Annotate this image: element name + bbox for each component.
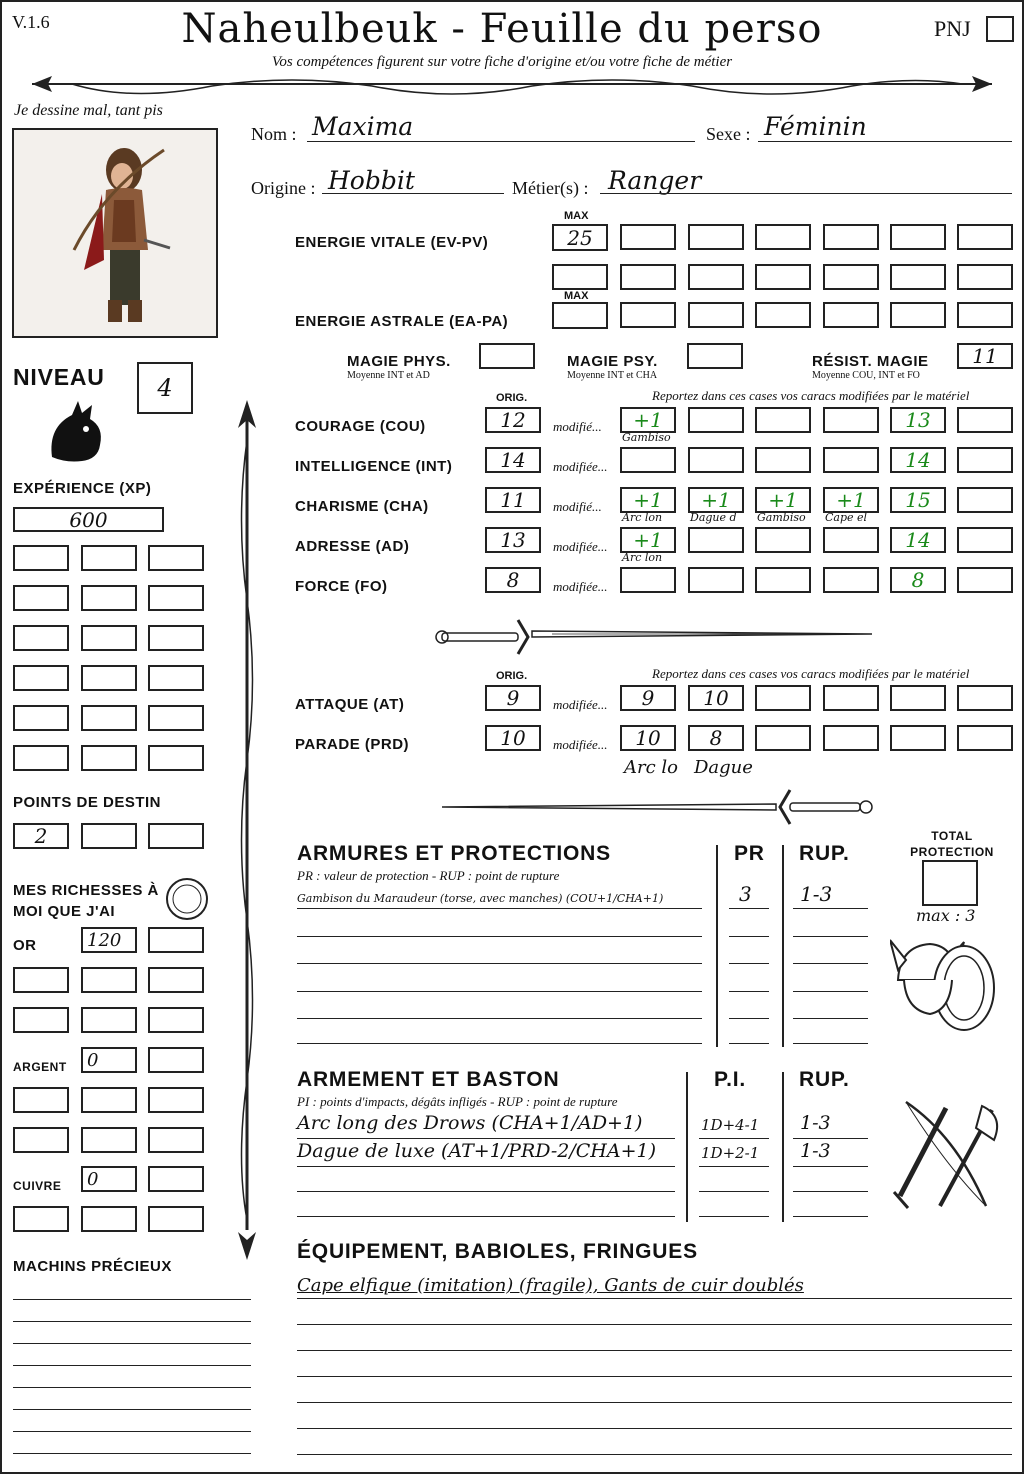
combat-label: ATTAQUE (AT) <box>295 696 405 713</box>
metier-underline <box>600 193 1012 194</box>
ev-box-3[interactable] <box>755 224 811 250</box>
carac-mod-box[interactable]: +1 <box>620 487 676 513</box>
armure-name[interactable]: Gambison du Maraudeur (torse, avec manches) (COU+1/CHA+1) <box>297 892 664 905</box>
arme-rup-line <box>793 1216 868 1217</box>
money-box[interactable] <box>148 1206 204 1232</box>
armures-note: PR : valeur de protection - RUP : point de rupture <box>297 868 560 883</box>
ea-box-6[interactable] <box>957 302 1013 328</box>
carac-mod-box[interactable]: 14 <box>890 527 946 553</box>
money-box[interactable]: 0 <box>81 1166 137 1192</box>
armures-divider-1 <box>716 845 718 1047</box>
armement-note: PI : points d'impacts, dégâts infligés - RUP : point de rupture <box>297 1094 618 1109</box>
money-box[interactable] <box>148 1087 204 1113</box>
metier-value[interactable]: Ranger <box>608 166 702 195</box>
xp-box-cell[interactable] <box>148 705 204 731</box>
nom-underline <box>307 141 695 142</box>
ev-box-1[interactable] <box>620 224 676 250</box>
ea-label: ENERGIE ASTRALE (EA-PA) <box>295 313 509 330</box>
equipement-line <box>297 1454 1012 1455</box>
caracs-report-note: Reportez dans ces cases vos caracs modifiées par le matériel <box>652 388 970 403</box>
arme-name[interactable]: Dague de luxe (AT+1/PRD-2/CHA+1) <box>297 1140 657 1162</box>
sexe-underline <box>758 141 1012 142</box>
pnj-label: PNJ <box>934 16 971 41</box>
carac-mod-label: modifié... <box>553 499 602 514</box>
combat-mod-label: modifiée... <box>553 737 608 752</box>
armure-pr-line <box>729 1018 769 1019</box>
money-box[interactable] <box>81 1206 137 1232</box>
combat-label: PARADE (PRD) <box>295 736 410 753</box>
equipement-line <box>297 1376 1012 1377</box>
carac-mod-box[interactable] <box>957 447 1013 473</box>
destin-box-1[interactable]: 2 <box>13 823 69 849</box>
origine-value[interactable]: Hobbit <box>328 166 415 195</box>
argent-label: ARGENT <box>13 1060 67 1074</box>
ev-box-row2-4[interactable] <box>823 264 879 290</box>
money-box[interactable] <box>148 1047 204 1073</box>
machins-line <box>13 1299 251 1300</box>
armure-rup-line <box>793 963 868 964</box>
arme-rup-line <box>793 1138 868 1139</box>
or-label: OR <box>13 937 37 954</box>
arme-line <box>297 1191 675 1192</box>
pnj-checkbox[interactable] <box>986 16 1014 42</box>
money-box[interactable] <box>13 1087 69 1113</box>
ev-box-row2-0[interactable] <box>552 264 608 290</box>
armement-pi-label: P.I. <box>714 1068 747 1091</box>
armures-rup-label: RUP. <box>799 842 850 865</box>
carac-mod-box[interactable] <box>957 567 1013 593</box>
equipement-line <box>297 1428 1012 1429</box>
xp-box-cell[interactable] <box>81 745 137 771</box>
carac-mod-box[interactable] <box>688 447 744 473</box>
xp-box-cell[interactable] <box>81 665 137 691</box>
destin-box-3[interactable] <box>148 823 204 849</box>
armure-pr-line <box>729 991 769 992</box>
combat-mod-box[interactable] <box>755 685 811 711</box>
equipement-line <box>297 1350 1012 1351</box>
combat-note-arc: Arc lo <box>624 757 678 778</box>
combat-mod-box[interactable] <box>957 725 1013 751</box>
carac-mod-box[interactable]: 8 <box>890 567 946 593</box>
portrait-frame[interactable] <box>12 128 218 338</box>
total-protection-label: TOTAL PROTECTION <box>910 829 994 859</box>
combat-orig-box[interactable]: 10 <box>485 725 541 751</box>
money-box[interactable] <box>13 1007 69 1033</box>
max-protection-note: max : 3 <box>916 906 976 925</box>
ev-box-row2-5[interactable] <box>890 264 946 290</box>
equipement-line-1[interactable]: Cape elfique (imitation) (fragile), Gants de cuir doublés <box>297 1275 804 1296</box>
magie-psy-box[interactable] <box>687 343 743 369</box>
xp-box-cell[interactable] <box>13 585 69 611</box>
carac-mod-box[interactable] <box>688 527 744 553</box>
armure-rup-line <box>793 908 868 909</box>
carac-mod-box[interactable]: +1 <box>823 487 879 513</box>
armure-pr-line <box>729 936 769 937</box>
richesses-label: MES RICHESSES À MOI QUE J'AI <box>13 882 159 920</box>
xp-box-cell[interactable] <box>13 665 69 691</box>
ea-box-4[interactable] <box>823 302 879 328</box>
coin-icon <box>164 876 210 922</box>
machins-line <box>13 1431 251 1432</box>
armures-divider-2 <box>782 845 784 1047</box>
machins-line <box>13 1409 251 1410</box>
magie-psy-label: MAGIE PSY. <box>567 353 658 370</box>
ev-box-row2-1[interactable] <box>620 264 676 290</box>
carac-mod-box[interactable] <box>620 447 676 473</box>
money-box[interactable]: 0 <box>81 1047 137 1073</box>
origine-underline <box>322 193 504 194</box>
money-box[interactable] <box>13 967 69 993</box>
combat-mod-box[interactable]: 9 <box>620 685 676 711</box>
armure-line <box>297 1043 702 1044</box>
portrait-caption: Je dessine mal, tant pis <box>14 102 163 119</box>
page-title: Naheulbeuk - Feuille du perso <box>181 6 823 52</box>
money-box[interactable] <box>13 1127 69 1153</box>
magie-phys-sub: Moyenne INT et AD <box>347 370 430 381</box>
money-box[interactable] <box>81 1087 137 1113</box>
carac-orig-box[interactable]: 8 <box>485 567 541 593</box>
armure-rup-line <box>793 1018 868 1019</box>
carac-mod-label: modifié... <box>553 419 602 434</box>
carac-mod-box[interactable] <box>620 567 676 593</box>
arme-pi-line <box>699 1166 769 1167</box>
carac-mod-box[interactable]: +1 <box>755 487 811 513</box>
money-box[interactable] <box>13 1206 69 1232</box>
arme-pi[interactable]: 1D+4-1 <box>701 1116 760 1134</box>
equipement-line <box>297 1402 1012 1403</box>
carac-mod-box[interactable]: 14 <box>890 447 946 473</box>
helmet-shield-icon <box>890 930 1002 1034</box>
arme-line <box>297 1138 675 1139</box>
armure-rup[interactable]: 1-3 <box>800 882 833 906</box>
arme-pi-line <box>699 1138 769 1139</box>
money-box[interactable] <box>148 1166 204 1192</box>
carac-mod-label: modifiée... <box>553 579 608 594</box>
armement-title: ARMEMENT ET BASTON <box>297 1068 560 1091</box>
money-box[interactable] <box>81 967 137 993</box>
xp-box-cell[interactable] <box>81 585 137 611</box>
xp-box-cell[interactable] <box>148 745 204 771</box>
carac-orig-box[interactable]: 14 <box>485 447 541 473</box>
combat-mod-box[interactable] <box>823 725 879 751</box>
combat-note-dague: Dague <box>694 757 753 778</box>
carac-orig-box[interactable]: 13 <box>485 527 541 553</box>
arme-rup-line <box>793 1191 868 1192</box>
xp-box-cell[interactable] <box>148 585 204 611</box>
carac-mod-box[interactable] <box>755 407 811 433</box>
ev-max-label: MAX <box>564 210 589 222</box>
carac-mod-box[interactable] <box>957 487 1013 513</box>
money-box[interactable] <box>148 1127 204 1153</box>
carac-mod-box[interactable] <box>823 407 879 433</box>
carac-label: INTELLIGENCE (INT) <box>295 458 453 475</box>
money-box[interactable] <box>81 1007 137 1033</box>
arme-pi-line <box>699 1191 769 1192</box>
combat-mod-box[interactable] <box>823 685 879 711</box>
total-protection-box[interactable] <box>922 860 978 906</box>
carac-mod-box[interactable] <box>688 407 744 433</box>
machins-line <box>13 1365 251 1366</box>
ea-box-1[interactable] <box>620 302 676 328</box>
combat-mod-label: modifiée... <box>553 697 608 712</box>
resist-magie-box[interactable]: 11 <box>957 343 1013 369</box>
equipement-line <box>297 1324 1012 1325</box>
arme-pi-line <box>699 1216 769 1217</box>
nom-label: Nom : <box>251 124 297 144</box>
carac-mod-box[interactable]: +1 <box>620 527 676 553</box>
armures-pr-label: PR <box>734 842 765 865</box>
xp-box-cell[interactable] <box>13 545 69 571</box>
carac-mod-box[interactable]: +1 <box>688 487 744 513</box>
ea-box-3[interactable] <box>755 302 811 328</box>
origine-label: Origine : <box>251 178 316 198</box>
carac-mod-box[interactable]: 15 <box>890 487 946 513</box>
ev-box-4[interactable] <box>823 224 879 250</box>
arme-rup[interactable]: 1-3 <box>800 1112 831 1134</box>
armement-divider-1 <box>686 1072 688 1222</box>
xp-label: EXPÉRIENCE (XP) <box>13 480 152 497</box>
combat-orig-box[interactable]: 9 <box>485 685 541 711</box>
dragon-icon <box>42 397 108 465</box>
ev-box-row2-2[interactable] <box>688 264 744 290</box>
ev-box-2[interactable] <box>688 224 744 250</box>
ev-label: ENERGIE VITALE (EV-PV) <box>295 234 489 251</box>
carac-mod-note: Arc lon <box>622 551 663 564</box>
ea-max-label: MAX <box>564 290 589 302</box>
carac-mod-note: Arc lon <box>622 511 663 524</box>
combat-mod-box[interactable] <box>755 725 811 751</box>
carac-mod-box[interactable] <box>755 567 811 593</box>
metier-label: Métier(s) : <box>512 178 589 198</box>
combat-mod-box[interactable]: 8 <box>688 725 744 751</box>
money-box[interactable] <box>148 927 204 953</box>
carac-label: ADRESSE (AD) <box>295 538 410 555</box>
resist-magie-sub: Moyenne COU, INT et FO <box>812 370 920 381</box>
resist-magie-label: RÉSIST. MAGIE <box>812 353 929 370</box>
xp-box-cell[interactable] <box>13 625 69 651</box>
carac-mod-box[interactable] <box>823 447 879 473</box>
carac-mod-note: Gambiso <box>622 431 671 444</box>
carac-mod-box[interactable]: 13 <box>890 407 946 433</box>
xp-box-cell[interactable] <box>148 625 204 651</box>
caracs-orig-label: ORIG. <box>496 392 528 404</box>
arme-name[interactable]: Arc long des Drows (CHA+1/AD+1) <box>297 1112 643 1134</box>
destin-label: POINTS DE DESTIN <box>13 794 162 811</box>
character-portrait-icon <box>14 130 216 336</box>
money-box[interactable] <box>148 967 204 993</box>
armures-title: ARMURES ET PROTECTIONS <box>297 842 611 865</box>
sexe-value[interactable]: Féminin <box>764 112 867 141</box>
machins-line <box>13 1387 251 1388</box>
combat-mod-box[interactable] <box>890 685 946 711</box>
sword-top-icon <box>432 614 876 660</box>
carac-label: COURAGE (COU) <box>295 418 426 435</box>
combat-orig-label: ORIG. <box>496 670 528 682</box>
xp-box-cell[interactable] <box>81 705 137 731</box>
ev-box-row2-3[interactable] <box>755 264 811 290</box>
combat-mod-box[interactable]: 10 <box>688 685 744 711</box>
armure-pr[interactable]: 3 <box>739 882 752 906</box>
carac-mod-label: modifiée... <box>553 539 608 554</box>
carac-orig-box[interactable]: 12 <box>485 407 541 433</box>
armure-rup-line <box>793 991 868 992</box>
money-box[interactable]: 120 <box>81 927 137 953</box>
carac-mod-box[interactable] <box>823 567 879 593</box>
machins-line <box>13 1343 251 1344</box>
equipement-line <box>297 1298 1012 1299</box>
carac-mod-box[interactable] <box>957 527 1013 553</box>
armure-rup-line <box>793 936 868 937</box>
version-label: V.1.6 <box>12 12 50 32</box>
vertical-spear-icon <box>234 400 260 1260</box>
armure-line <box>297 963 702 964</box>
armure-line <box>297 991 702 992</box>
machins-line <box>13 1453 251 1454</box>
magie-phys-label: MAGIE PHYS. <box>347 353 451 370</box>
niveau-label: NIVEAU <box>13 364 105 390</box>
carac-mod-label: modifiée... <box>553 459 608 474</box>
ea-max-box[interactable] <box>552 302 608 329</box>
carac-mod-box[interactable] <box>755 447 811 473</box>
equipement-title: ÉQUIPEMENT, BABIOLES, FRINGUES <box>297 1240 698 1263</box>
arme-rup[interactable]: 1-3 <box>800 1140 831 1162</box>
armure-rup-line <box>793 1043 868 1044</box>
page-subtitle: Vos compétences figurent sur votre fiche d'origine et/ou votre fiche de métier <box>271 54 733 70</box>
combat-mod-box[interactable] <box>957 685 1013 711</box>
armure-line <box>297 936 702 937</box>
xp-box-cell[interactable] <box>13 705 69 731</box>
combat-mod-box[interactable]: 10 <box>620 725 676 751</box>
carac-mod-note: Cape el <box>825 511 868 524</box>
cuivre-label: CUIVRE <box>13 1179 62 1193</box>
armure-pr-line <box>729 1043 769 1044</box>
machins-line <box>13 1321 251 1322</box>
carac-mod-box[interactable] <box>755 527 811 553</box>
armure-line <box>297 908 702 909</box>
ev-box-6[interactable] <box>957 224 1013 250</box>
xp-box-cell[interactable] <box>148 665 204 691</box>
machins-label: MACHINS PRÉCIEUX <box>13 1258 172 1275</box>
carac-mod-box[interactable] <box>957 407 1013 433</box>
carac-mod-box[interactable]: +1 <box>620 407 676 433</box>
carac-mod-box[interactable] <box>823 527 879 553</box>
xp-box-cell[interactable] <box>81 625 137 651</box>
ea-box-5[interactable] <box>890 302 946 328</box>
ev-box-5[interactable] <box>890 224 946 250</box>
magie-psy-sub: Moyenne INT et CHA <box>567 370 658 381</box>
armure-pr-line <box>729 963 769 964</box>
magie-phys-box[interactable] <box>479 343 535 369</box>
arme-rup-line <box>793 1166 868 1167</box>
carac-label: FORCE (FO) <box>295 578 388 595</box>
ea-box-2[interactable] <box>688 302 744 328</box>
xp-box-cell[interactable] <box>13 745 69 771</box>
xp-box[interactable]: 600 <box>13 507 164 532</box>
armement-rup-label: RUP. <box>799 1068 850 1091</box>
sexe-label: Sexe : <box>706 124 751 144</box>
combat-mod-box[interactable] <box>890 725 946 751</box>
carac-mod-note: Gambiso <box>757 511 806 524</box>
ev-max-box[interactable]: 25 <box>552 224 608 251</box>
weapons-icon <box>886 1096 1012 1218</box>
niveau-box[interactable]: 4 <box>137 362 193 414</box>
xp-box-cell[interactable] <box>148 545 204 571</box>
money-box[interactable] <box>81 1127 137 1153</box>
armure-pr-line <box>729 908 769 909</box>
armure-line <box>297 1018 702 1019</box>
arme-line <box>297 1166 675 1167</box>
combat-report-note: Reportez dans ces cases vos caracs modifiées par le matériel <box>652 666 970 681</box>
sword-bottom-icon <box>432 784 876 830</box>
destin-box-2[interactable] <box>81 823 137 849</box>
carac-mod-box[interactable] <box>688 567 744 593</box>
nom-value[interactable]: Maxima <box>312 112 414 141</box>
arme-pi[interactable]: 1D+2-1 <box>701 1144 760 1162</box>
arme-line <box>297 1216 675 1217</box>
carac-mod-note: Dague d <box>690 511 737 524</box>
armement-divider-2 <box>782 1072 784 1222</box>
money-box[interactable] <box>148 1007 204 1033</box>
xp-box-cell[interactable] <box>81 545 137 571</box>
carac-label: CHARISME (CHA) <box>295 498 429 515</box>
carac-orig-box[interactable]: 11 <box>485 487 541 513</box>
ev-box-row2-6[interactable] <box>957 264 1013 290</box>
